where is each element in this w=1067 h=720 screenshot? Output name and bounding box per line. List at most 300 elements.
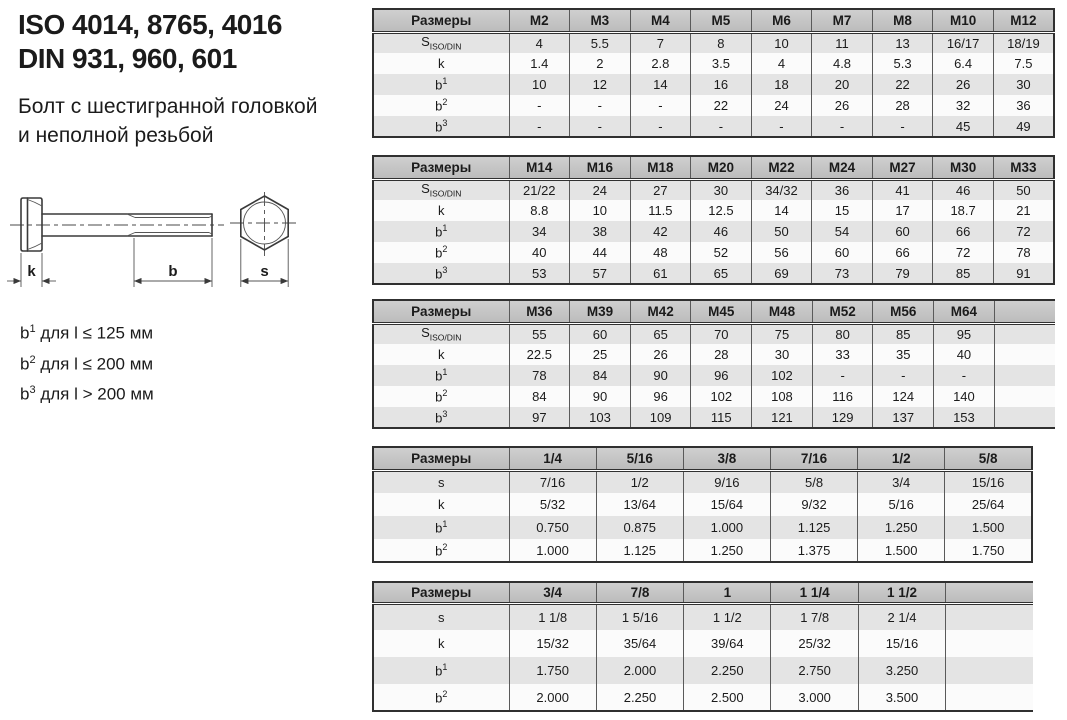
size-column-header: M20 [691, 156, 752, 179]
value-cell: 1.750 [945, 539, 1032, 562]
value-cell: 65 [691, 263, 752, 284]
table-row [373, 539, 1032, 562]
table-row [373, 32, 1054, 53]
value-cell: 40 [509, 242, 570, 263]
table-slot-imperial-large [372, 581, 1033, 712]
value-cell: 79 [872, 263, 933, 284]
row-label: $S_{ISO/DIN}$ [373, 32, 509, 53]
value-cell: 5.5 [570, 32, 631, 53]
table-slot-metric-medium [372, 155, 1055, 285]
value-cell: - [570, 95, 631, 116]
value-cell: 5.3 [872, 53, 933, 74]
value-cell: 11.5 [630, 200, 691, 221]
value-cell: 102 [691, 386, 752, 407]
b-dimension-label: b [168, 263, 178, 280]
value-cell: 24 [570, 179, 631, 200]
size-column-header: M27 [872, 156, 933, 179]
value-cell: 50 [993, 179, 1054, 200]
value-cell: 1.250 [858, 516, 945, 539]
value-cell: 85 [873, 323, 934, 344]
value-cell: - [570, 116, 631, 137]
value-cell: 34 [509, 221, 570, 242]
size-column-header: M22 [751, 156, 812, 179]
value-cell [994, 344, 1055, 365]
size-column-header: M12 [993, 9, 1054, 32]
value-cell: 5/8 [770, 470, 857, 493]
value-cell: 11 [812, 32, 873, 53]
value-cell [946, 603, 1033, 630]
value-cell [994, 386, 1055, 407]
size-column-header: M7 [812, 9, 873, 32]
value-cell: 121 [752, 407, 813, 428]
value-cell [994, 407, 1055, 428]
bolt-technical-drawing [2, 186, 332, 298]
value-cell: 9/32 [770, 493, 857, 516]
value-cell: 18.7 [933, 200, 994, 221]
size-column-header: 1 1/2 [858, 582, 945, 603]
table-row [373, 630, 1033, 657]
table-row [373, 516, 1032, 539]
value-cell [994, 323, 1055, 344]
value-cell: - [751, 116, 812, 137]
table-row [373, 179, 1054, 200]
table-row [373, 684, 1033, 711]
value-cell: 1.750 [509, 657, 596, 684]
value-cell: 45 [933, 116, 994, 137]
value-cell: 1.375 [770, 539, 857, 562]
value-cell: 20 [812, 74, 873, 95]
value-cell: 73 [812, 263, 873, 284]
value-cell: 1 5/16 [596, 603, 683, 630]
value-cell: 2 [570, 53, 631, 74]
size-column-header: M64 [934, 300, 995, 323]
size-column-header: 5/16 [596, 447, 683, 470]
value-cell: 66 [872, 242, 933, 263]
value-cell: 6.4 [933, 53, 994, 74]
value-cell: 49 [993, 116, 1054, 137]
row-label: $b^1$ [373, 221, 509, 242]
value-cell: 22 [691, 95, 752, 116]
table-row [373, 53, 1054, 74]
value-cell: 8.8 [509, 200, 570, 221]
value-cell: 12 [570, 74, 631, 95]
value-cell: 4.8 [812, 53, 873, 74]
value-cell: 97 [509, 407, 570, 428]
value-cell: 28 [691, 344, 752, 365]
value-cell: 4 [509, 32, 570, 53]
value-cell: 1.125 [770, 516, 857, 539]
row-label: s [373, 603, 509, 630]
value-cell: 48 [630, 242, 691, 263]
value-cell: 1 1/2 [684, 603, 771, 630]
row-label: k [373, 344, 509, 365]
size-column-header: M6 [751, 9, 812, 32]
value-cell: 53 [509, 263, 570, 284]
value-cell: 137 [873, 407, 934, 428]
value-cell: 7/16 [509, 470, 596, 493]
size-column-header: M4 [630, 9, 691, 32]
row-label: $b^3$ [373, 407, 509, 428]
value-cell: 26 [812, 95, 873, 116]
value-cell: 61 [630, 263, 691, 284]
value-cell: 15/64 [683, 493, 770, 516]
value-cell: - [630, 95, 691, 116]
table-row [373, 493, 1032, 516]
table-row [373, 386, 1055, 407]
b-dimension [134, 238, 212, 287]
value-cell: 10 [751, 32, 812, 53]
value-cell: 1 1/8 [509, 603, 596, 630]
value-cell: 14 [630, 74, 691, 95]
size-column-header: M8 [872, 9, 933, 32]
size-column-header: M52 [812, 300, 873, 323]
value-cell: 16 [691, 74, 752, 95]
value-cell: 78 [509, 365, 570, 386]
value-cell [946, 657, 1033, 684]
value-cell: 78 [993, 242, 1054, 263]
value-cell: 91 [993, 263, 1054, 284]
row-label: $b^2$ [373, 242, 509, 263]
table-row [373, 221, 1054, 242]
value-cell: 18/19 [993, 32, 1054, 53]
table-slot-imperial-small [372, 446, 1033, 563]
bolt-side-view [10, 198, 224, 251]
value-cell: 140 [934, 386, 995, 407]
table-row [373, 344, 1055, 365]
size-column-header: 1 [684, 582, 771, 603]
value-cell: 32 [933, 95, 994, 116]
value-cell: 72 [993, 221, 1054, 242]
table-row [373, 242, 1054, 263]
value-cell: 13/64 [596, 493, 683, 516]
bolt-drawing-svg [2, 186, 332, 298]
value-cell [946, 630, 1033, 657]
row-label: $b^1$ [373, 516, 509, 539]
row-label: s [373, 470, 509, 493]
value-cell: - [872, 116, 933, 137]
size-column-header: M2 [509, 9, 570, 32]
value-cell [946, 684, 1033, 711]
value-cell: 8 [691, 32, 752, 53]
value-cell: 39/64 [684, 630, 771, 657]
value-cell: - [509, 116, 570, 137]
value-cell: 25/64 [945, 493, 1032, 516]
table-row [373, 263, 1054, 284]
row-label: $b^1$ [373, 657, 509, 684]
dimension-table-1 [372, 8, 1055, 138]
size-column-header: M45 [691, 300, 752, 323]
value-cell: 5/32 [509, 493, 596, 516]
value-cell: 1.500 [858, 539, 945, 562]
size-column-header: 5/8 [945, 447, 1032, 470]
value-cell: 153 [934, 407, 995, 428]
size-column-header: 7/8 [596, 582, 683, 603]
size-column-header: M14 [509, 156, 570, 179]
value-cell: 3.500 [858, 684, 945, 711]
value-cell: 46 [691, 221, 752, 242]
value-cell: 124 [873, 386, 934, 407]
size-column-header: M10 [933, 9, 994, 32]
size-column-header: M3 [570, 9, 631, 32]
row-label: $b^2$ [373, 684, 509, 711]
size-column-header [994, 300, 1055, 323]
value-cell: 1.000 [683, 516, 770, 539]
value-cell: 28 [872, 95, 933, 116]
left-pane [0, 0, 370, 720]
size-column-header: M48 [752, 300, 813, 323]
table-row [373, 95, 1054, 116]
value-cell: 21 [993, 200, 1054, 221]
table-row [373, 603, 1033, 630]
size-column-header: 1/2 [858, 447, 945, 470]
table-slot-metric-large [372, 299, 1055, 429]
value-cell: 1.4 [509, 53, 570, 74]
footnote-b3: $b^3$ для l > 200 мм [20, 384, 154, 404]
row-label: $S_{ISO/DIN}$ [373, 179, 509, 200]
table-row [373, 200, 1054, 221]
value-cell: 25 [570, 344, 631, 365]
value-cell: 15/32 [509, 630, 596, 657]
row-label: $b^3$ [373, 263, 509, 284]
size-column-header: M36 [509, 300, 570, 323]
value-cell: 108 [752, 386, 813, 407]
value-cell: 46 [933, 179, 994, 200]
value-cell: 52 [691, 242, 752, 263]
dimension-table-4 [372, 446, 1033, 563]
value-cell: 2.000 [509, 684, 596, 711]
subtitle-line-2: и неполной резьбой [18, 124, 214, 147]
value-cell: 95 [934, 323, 995, 344]
value-cell: 1.500 [945, 516, 1032, 539]
value-cell: 36 [993, 95, 1054, 116]
value-cell: 15/16 [858, 630, 945, 657]
value-cell: 16/17 [933, 32, 994, 53]
value-cell: 21/22 [509, 179, 570, 200]
value-cell: 3.5 [691, 53, 752, 74]
value-cell: 3.000 [771, 684, 858, 711]
value-cell: 84 [509, 386, 570, 407]
row-label: k [373, 493, 509, 516]
row-label: k [373, 200, 509, 221]
value-cell: 26 [630, 344, 691, 365]
value-cell: 10 [509, 74, 570, 95]
value-cell: 85 [933, 263, 994, 284]
table-slot-metric-small [372, 8, 1055, 138]
s-dimension-label: s [260, 263, 269, 280]
value-cell: 2.500 [684, 684, 771, 711]
dimension-table-3 [372, 299, 1055, 429]
value-cell: 56 [751, 242, 812, 263]
value-cell: 30 [752, 344, 813, 365]
footnote-b2: $b^2$ для l ≤ 200 мм [20, 353, 154, 374]
value-cell: - [934, 365, 995, 386]
row-label: $b^3$ [373, 116, 509, 137]
value-cell: 2.000 [596, 657, 683, 684]
value-cell: 109 [630, 407, 691, 428]
value-cell: 102 [752, 365, 813, 386]
value-cell: 4 [751, 53, 812, 74]
size-column-header: M24 [812, 156, 873, 179]
value-cell: 34/32 [751, 179, 812, 200]
size-column-header: 7/16 [770, 447, 857, 470]
value-cell: 14 [751, 200, 812, 221]
value-cell: - [812, 116, 873, 137]
value-cell: 42 [630, 221, 691, 242]
row-label: k [373, 53, 509, 74]
value-cell: 41 [872, 179, 933, 200]
value-cell: 54 [812, 221, 873, 242]
value-cell: 33 [812, 344, 873, 365]
row-label: $b^1$ [373, 74, 509, 95]
sizes-header-label: Размеры [373, 300, 509, 323]
value-cell: 57 [570, 263, 631, 284]
size-column-header: 3/8 [683, 447, 770, 470]
footnotes [20, 316, 154, 408]
value-cell: 13 [872, 32, 933, 53]
value-cell: 25/32 [771, 630, 858, 657]
table-row [373, 657, 1033, 684]
size-column-header: M30 [933, 156, 994, 179]
value-cell: 15 [812, 200, 873, 221]
value-cell: 30 [691, 179, 752, 200]
size-column-header: M18 [630, 156, 691, 179]
table-row [373, 470, 1032, 493]
value-cell: 24 [751, 95, 812, 116]
dimension-table-2 [372, 155, 1055, 285]
value-cell: - [630, 116, 691, 137]
table-row [373, 74, 1054, 95]
k-dimension-label: k [27, 263, 36, 280]
value-cell: 60 [812, 242, 873, 263]
size-column-header: M16 [570, 156, 631, 179]
value-cell: 3.250 [858, 657, 945, 684]
size-column-header: M42 [630, 300, 691, 323]
size-column-header: M56 [873, 300, 934, 323]
value-cell: 35 [873, 344, 934, 365]
value-cell: 7 [630, 32, 691, 53]
value-cell: 60 [872, 221, 933, 242]
value-cell: 84 [570, 365, 631, 386]
value-cell: 35/64 [596, 630, 683, 657]
value-cell: 5/16 [858, 493, 945, 516]
value-cell: 90 [630, 365, 691, 386]
value-cell: 18 [751, 74, 812, 95]
table-row [373, 323, 1055, 344]
value-cell: 115 [691, 407, 752, 428]
value-cell: 0.750 [509, 516, 596, 539]
title-iso: ISO 4014, 8765, 4016 [18, 9, 282, 40]
page-subtitle [18, 92, 317, 150]
value-cell: 69 [751, 263, 812, 284]
value-cell: 12.5 [691, 200, 752, 221]
size-column-header: 3/4 [509, 582, 596, 603]
value-cell: 2.8 [630, 53, 691, 74]
table-row [373, 365, 1055, 386]
dimension-table-5 [372, 581, 1033, 712]
value-cell: 1.125 [596, 539, 683, 562]
title-din: DIN 931, 960, 601 [18, 43, 237, 74]
table-row [373, 407, 1055, 428]
value-cell: 9/16 [683, 470, 770, 493]
value-cell: - [509, 95, 570, 116]
sizes-header-label: Размеры [373, 9, 509, 32]
value-cell: 103 [570, 407, 631, 428]
value-cell: 40 [934, 344, 995, 365]
row-label: k [373, 630, 509, 657]
k-dimension [7, 253, 56, 287]
value-cell: 22.5 [509, 344, 570, 365]
value-cell: 116 [812, 386, 873, 407]
value-cell: 96 [691, 365, 752, 386]
size-column-header: M33 [993, 156, 1054, 179]
row-label: $b^2$ [373, 386, 509, 407]
value-cell: 1.250 [683, 539, 770, 562]
row-label: $b^2$ [373, 539, 509, 562]
value-cell: 2.250 [684, 657, 771, 684]
value-cell: 38 [570, 221, 631, 242]
value-cell: 55 [509, 323, 570, 344]
value-cell: 17 [872, 200, 933, 221]
value-cell: 27 [630, 179, 691, 200]
value-cell: 1.000 [509, 539, 596, 562]
value-cell: - [873, 365, 934, 386]
size-column-header: M39 [570, 300, 631, 323]
subtitle-line-1: Болт с шестигранной головкой [18, 95, 318, 118]
value-cell: 66 [933, 221, 994, 242]
value-cell: 70 [691, 323, 752, 344]
row-label: $b^1$ [373, 365, 509, 386]
value-cell: 1 7/8 [771, 603, 858, 630]
sizes-header-label: Размеры [373, 582, 509, 603]
value-cell: 2.750 [771, 657, 858, 684]
value-cell: 1/2 [596, 470, 683, 493]
value-cell: 26 [933, 74, 994, 95]
value-cell: 0.875 [596, 516, 683, 539]
value-cell: - [812, 365, 873, 386]
row-label: $S_{ISO/DIN}$ [373, 323, 509, 344]
value-cell: 65 [630, 323, 691, 344]
value-cell: 2.250 [596, 684, 683, 711]
value-cell: 75 [752, 323, 813, 344]
value-cell: 90 [570, 386, 631, 407]
value-cell: 60 [570, 323, 631, 344]
value-cell: 36 [812, 179, 873, 200]
value-cell [994, 365, 1055, 386]
value-cell: 96 [630, 386, 691, 407]
value-cell: - [691, 116, 752, 137]
value-cell: 44 [570, 242, 631, 263]
value-cell: 80 [812, 323, 873, 344]
size-column-header: M5 [691, 9, 752, 32]
page-title [18, 8, 282, 76]
value-cell: 72 [933, 242, 994, 263]
size-column-header: 1/4 [509, 447, 596, 470]
sizes-header-label: Размеры [373, 447, 509, 470]
value-cell: 7.5 [993, 53, 1054, 74]
value-cell: 3/4 [858, 470, 945, 493]
value-cell: 129 [812, 407, 873, 428]
value-cell: 22 [872, 74, 933, 95]
footnote-b1: $b^1$ для l ≤ 125 мм [20, 323, 154, 343]
size-column-header: 1 1/4 [771, 582, 858, 603]
value-cell: 2 1/4 [858, 603, 945, 630]
row-label: $b^2$ [373, 95, 509, 116]
sizes-header-label: Размеры [373, 156, 509, 179]
value-cell: 15/16 [945, 470, 1032, 493]
value-cell: 50 [751, 221, 812, 242]
size-column-header [946, 582, 1033, 603]
table-row [373, 116, 1054, 137]
